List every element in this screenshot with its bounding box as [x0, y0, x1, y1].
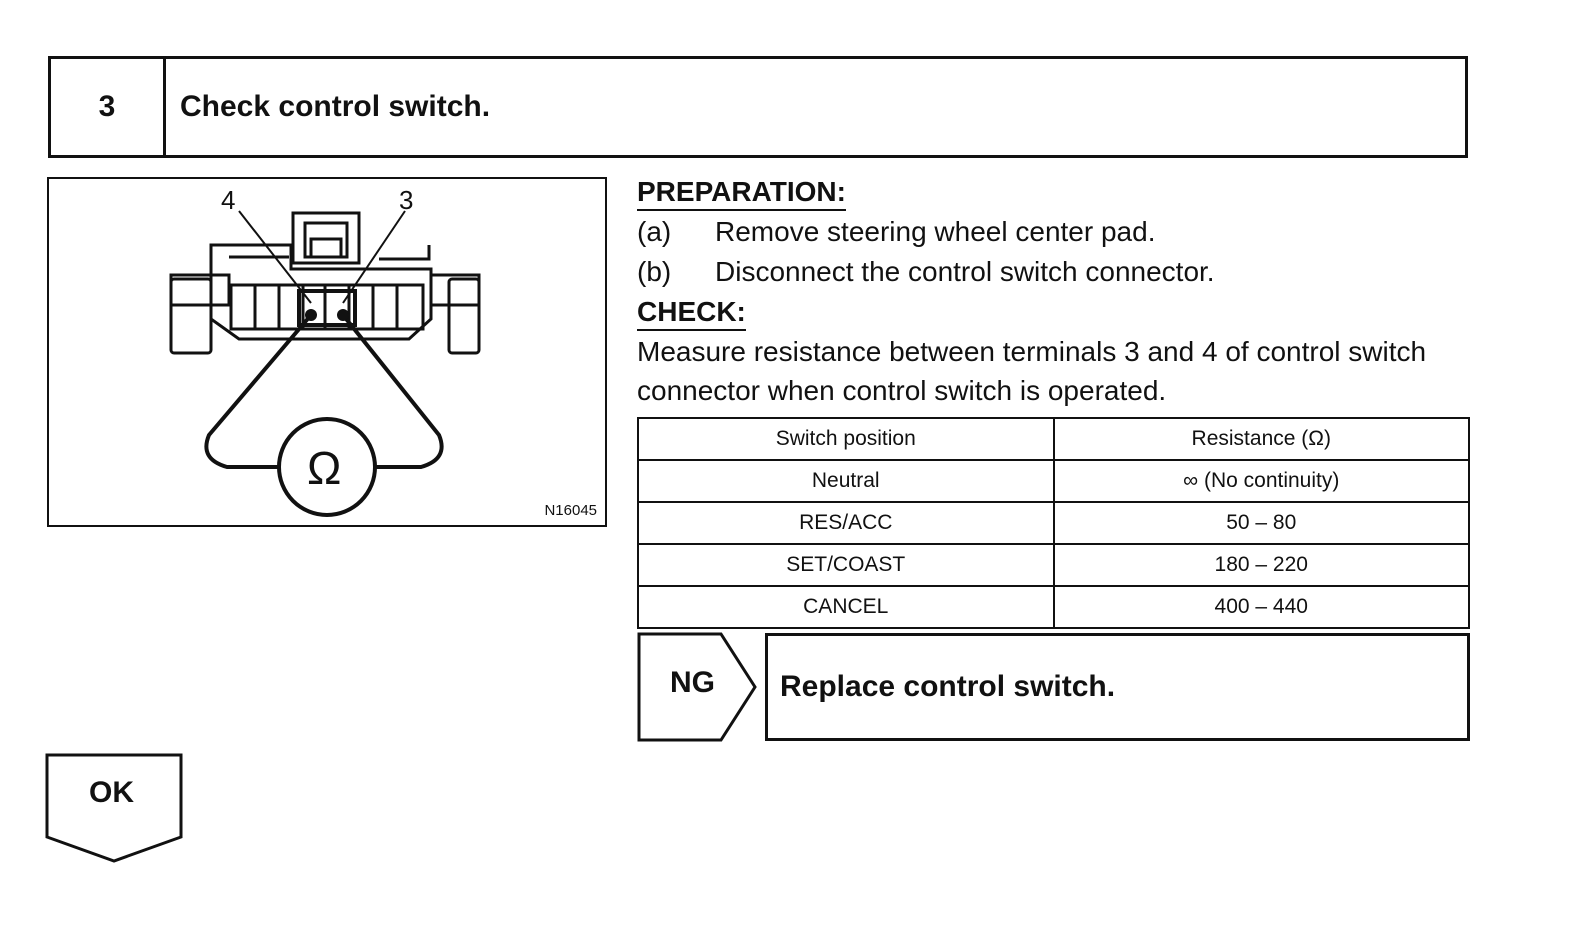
table-row — [638, 460, 1469, 502]
ng-label: NG — [670, 666, 715, 699]
resistance-cell: 400 – 440 — [1054, 586, 1470, 628]
terminal-4-label: 4 — [221, 185, 236, 215]
prep-step-mark: (a) — [637, 216, 672, 247]
figure-code: N16045 — [544, 502, 597, 519]
prep-step-mark: (b) — [637, 256, 672, 287]
table-row — [638, 544, 1469, 586]
resistance-cell: ∞ (No continuity) — [1054, 460, 1470, 502]
connector-figure — [47, 177, 607, 527]
prep-step-a — [637, 212, 1477, 252]
instructions — [637, 172, 1477, 410]
switch-position-cell: RES/ACC — [638, 502, 1054, 544]
prep-step-b — [637, 252, 1477, 292]
check-heading: CHECK: — [637, 295, 746, 331]
ohm-symbol: Ω — [307, 442, 342, 494]
resistance-cell: 50 – 80 — [1054, 502, 1470, 544]
switch-position-cell: Neutral — [638, 460, 1054, 502]
table-row — [638, 502, 1469, 544]
step-number: 3 — [51, 59, 166, 155]
prep-step-text: Disconnect the control switch connector. — [715, 256, 1215, 287]
terminal-3-label: 3 — [399, 185, 414, 215]
resistance-table — [637, 417, 1470, 629]
step-title: Check control switch. — [180, 90, 491, 123]
table-row — [638, 586, 1469, 628]
preparation-heading: PREPARATION: — [637, 175, 846, 211]
resistance-cell: 180 – 220 — [1054, 544, 1470, 586]
check-line-1: Measure resistance between terminals 3 and 4 of control switch — [637, 336, 1427, 367]
switch-position-cell: CANCEL — [638, 586, 1054, 628]
column-header: Resistance (Ω) — [1054, 418, 1470, 460]
switch-position-cell: SET/COAST — [638, 544, 1054, 586]
table-header-row — [638, 418, 1469, 460]
ng-action: Replace control switch. — [765, 633, 1470, 741]
step-header — [48, 56, 1468, 158]
ok-label: OK — [89, 776, 134, 809]
check-line-2: connector when control switch is operated. — [637, 375, 1167, 406]
column-header: Switch position — [638, 418, 1054, 460]
prep-step-text: Remove steering wheel center pad. — [715, 216, 1156, 247]
